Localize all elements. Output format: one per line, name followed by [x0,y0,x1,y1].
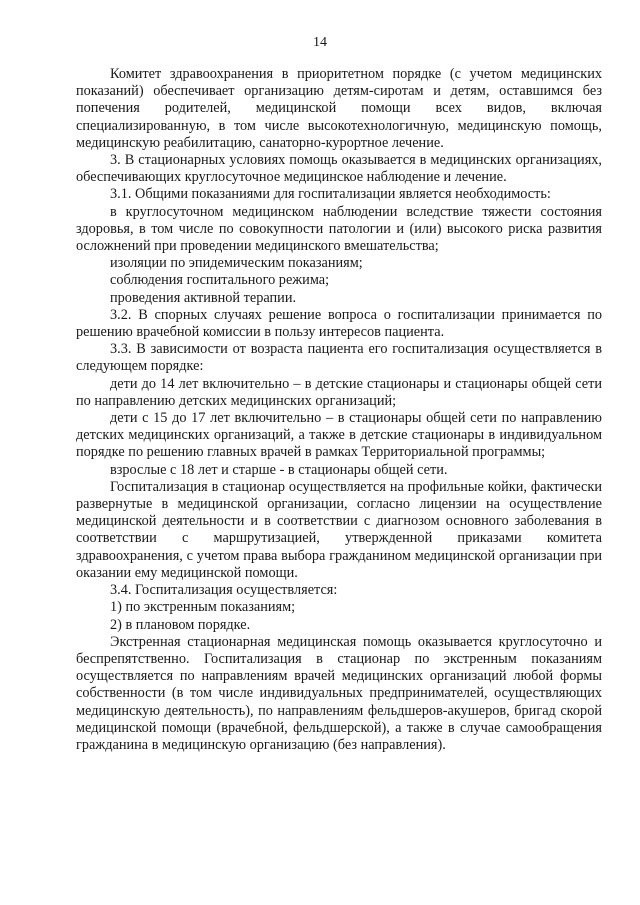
paragraph-emergency-care: Экстренная стационарная медицинская помощь оказывается круглосуточно и беспрепятственно. Госпитализация в стационар по экстренным показаниям осуществляется по направлениям врачей медицинских организаций любой формы собственности (в том числе индивидуальных предпринимателей, осуществляющих медицинскую деятельность), по направлениям фельдшеров-акушеров, бригад скорой медицинской помощи (врачебной, фельдшерской), а также в случае самообращения гражданина в медицинскую организацию (без направления). [76,633,602,753]
paragraph-committee-priority: Комитет здравоохранения в приоритетном порядке (с учетом медицинских показаний) обеспечивает организацию детям-сиротам и детям, оставшимся без попечения родителей, медицинской помощи всех видов, включая специализированную, в том числе высокотехнологичную, медицинскую помощь, медицинскую реабилитацию, санаторно-курортное лечение. [76,66,602,151]
paragraph-3-inpatient-care: 3. В стационарных условиях помощь оказывается в медицинских организациях, обеспечивающих круглосуточное медицинское наблюдение и лечение. [76,152,602,186]
paragraph-isolation: изоляции по эпидемическим показаниям; [110,255,363,272]
paragraph-emergency-indications: 1) по экстренным показаниям; [110,599,296,616]
paragraph-3-1-general-indications: 3.1. Общими показаниями для госпитализации является необходимость: [110,186,551,203]
paragraph-3-4-hospitalization-types: 3.4. Госпитализация осуществляется: [110,582,338,599]
paragraph-3-2-disputed-cases: 3.2. В спорных случаях решение вопроса о госпитализации принимается по решению врачебной комиссии в пользу интересов пациента. [76,306,602,341]
paragraph-children-under-14: дети до 14 лет включительно – в детские стационары и стационары общей сети по направлению детских медицинских организаций; [76,375,602,409]
document-body [76,66,602,754]
paragraph-profile-beds: Госпитализация в стационар осуществляется на профильные койки, фактически развернутые в медицинской организации, согласно лицензии на осуществление медицинской деятельности и в соответствии с диагнозом основного заболевания в соответствии с маршрутизацией, утвержденной приказами комитета здравоохранения, с учетом права выбора гражданином медицинской организации при оказании ему медицинской помощи. [76,478,602,581]
paragraph-children-15-17: дети с 15 до 17 лет включительно – в стационары общей сети по направлению детских медицинских организаций, а также в детские стационары в индивидуальном порядке по решению главных врачей в рамках Территориальной программы; [76,410,602,461]
paragraph-active-therapy: проведения активной терапии. [110,289,297,306]
paragraph-planned-order: 2) в плановом порядке. [110,616,251,633]
paragraph-hospital-regime: соблюдения госпитального режима; [110,272,330,289]
paragraph-adults-18-plus: взрослые с 18 лет и старше - в стационары общей сети. [110,461,448,478]
paragraph-round-the-clock-observation: в круглосуточном медицинском наблюдении вследствие тяжести состояния здоровья, в том числе по совокупности патологии и (или) высокого риска развития осложнений при проведении медицинского вмешательства; [76,203,602,255]
paragraph-3-3-age-order: 3.3. В зависимости от возраста пациента его госпитализация осуществляется в следующем порядке: [76,341,602,375]
page-number: 14 [313,35,327,50]
